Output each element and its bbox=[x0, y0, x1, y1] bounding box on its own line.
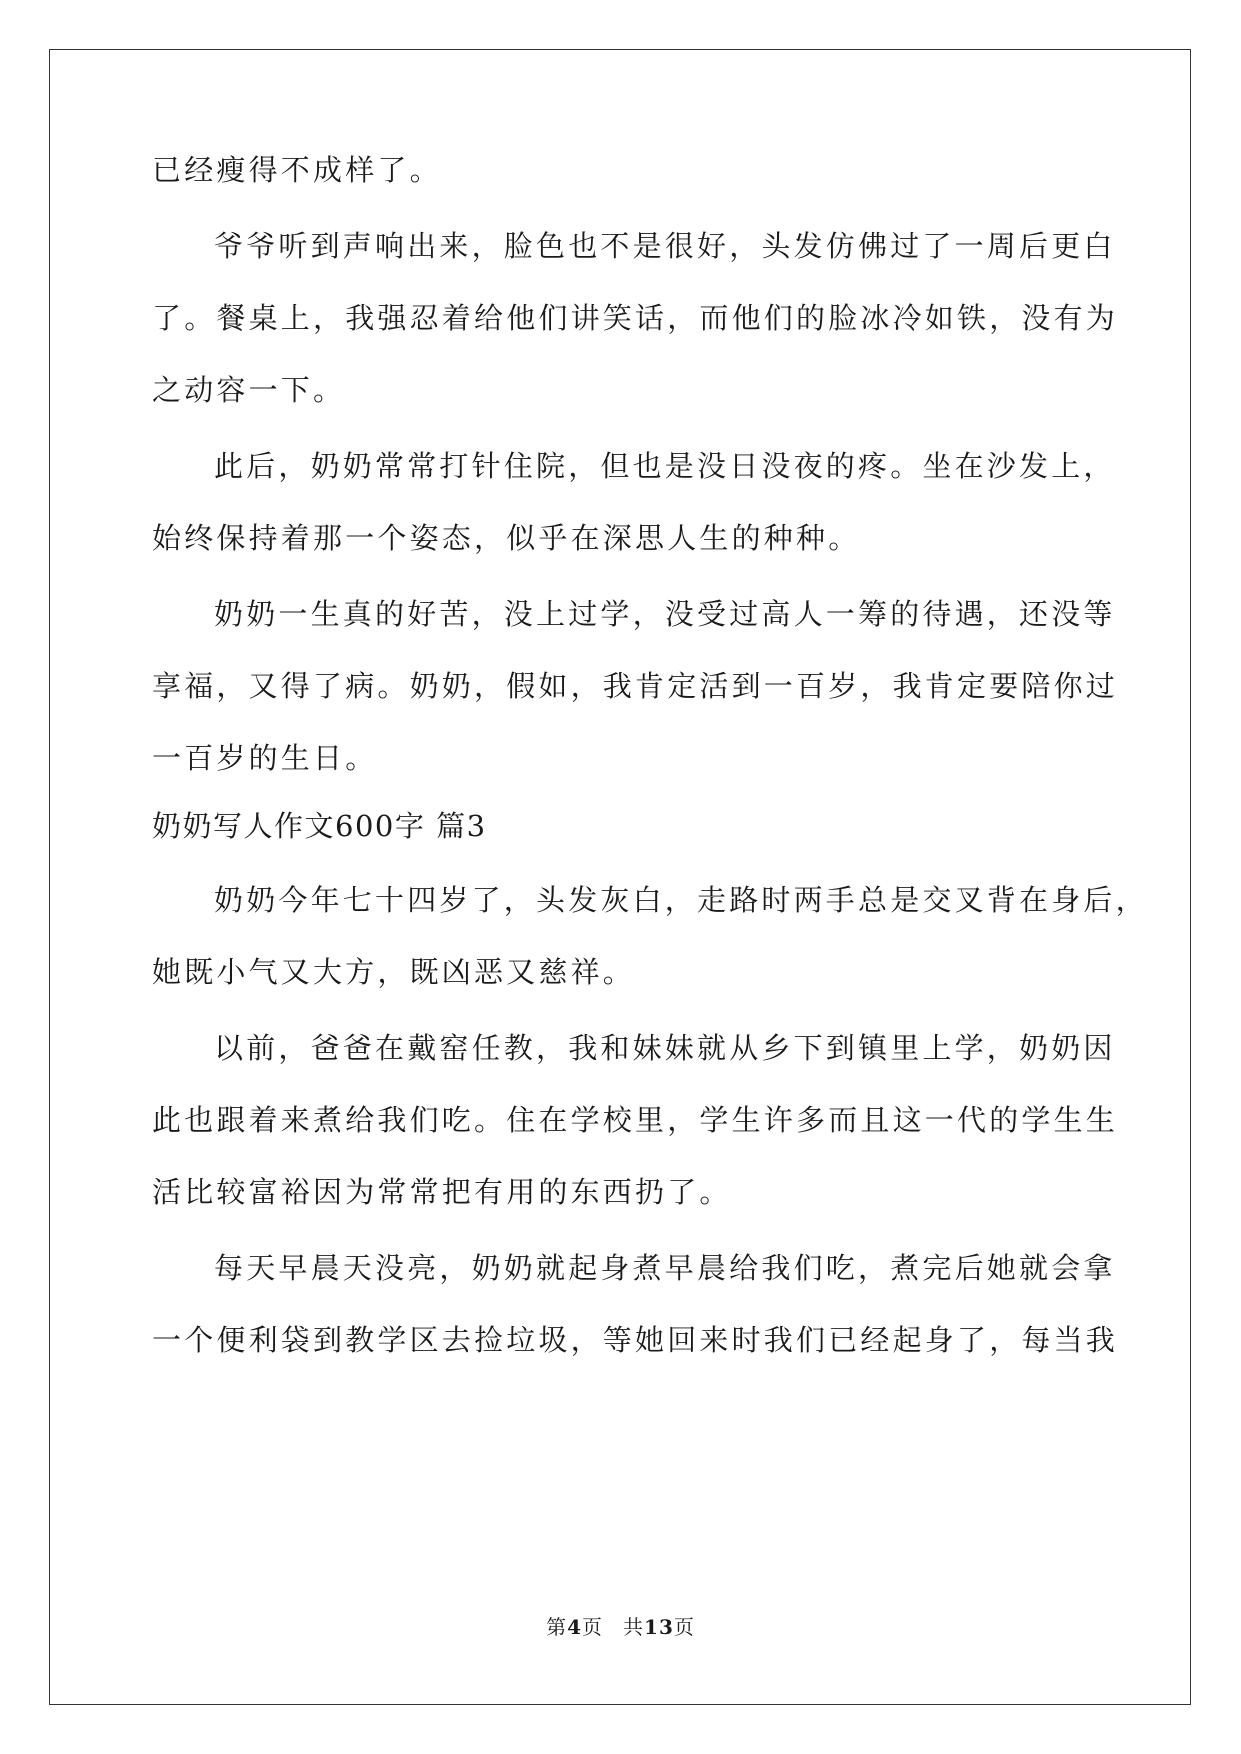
text-line: 之动容一下。 bbox=[152, 373, 346, 407]
page-suffix: 页 bbox=[582, 1615, 604, 1639]
text-line: 一个便利袋到教学区去捡垃圾，等她回来时我们已经起身了，每当我 bbox=[152, 1323, 1119, 1357]
page-prefix: 第 bbox=[546, 1615, 568, 1639]
text-line: 奶奶一生真的好苦，没上过学，没受过高人一筹的待遇，还没等 bbox=[214, 597, 1116, 631]
text-line: 每天早晨天没亮，奶奶就起身煮早晨给我们吃，煮完后她就会拿 bbox=[214, 1251, 1116, 1285]
total-pages-number: 13 bbox=[644, 1615, 674, 1639]
text-line: 一百岁的生日。 bbox=[152, 741, 378, 775]
text-line: 了。餐桌上，我强忍着给他们讲笑话，而他们的脸冰冷如铁，没有为 bbox=[152, 301, 1119, 335]
text-line: 享福，又得了病。奶奶，假如，我肯定活到一百岁，我肯定要陪你过 bbox=[152, 669, 1119, 703]
section-heading: 奶奶写人作文600字 篇3 bbox=[152, 809, 487, 843]
text-line: 爷爷听到声响出来，脸色也不是很好，头发仿佛过了一周后更白 bbox=[214, 229, 1116, 263]
text-line: 以前，爸爸在戴窑任教，我和妹妹就从乡下到镇里上学，奶奶因 bbox=[214, 1031, 1116, 1065]
text-line: 此后，奶奶常常打针住院，但也是没日没夜的疼。坐在沙发上， bbox=[214, 449, 1116, 483]
total-suffix: 页 bbox=[673, 1615, 695, 1639]
current-page-number: 4 bbox=[567, 1615, 583, 1639]
text-line: 活比较富裕因为常常把有用的东西扔了。 bbox=[152, 1175, 732, 1209]
text-line: 此也跟着来煮给我们吃。住在学校里，学生许多而且这一代的学生生 bbox=[152, 1103, 1119, 1137]
text-line: 她既小气又大方，既凶恶又慈祥。 bbox=[152, 955, 636, 989]
text-line: 奶奶今年七十四岁了，头发灰白，走路时两手总是交叉背在身后， bbox=[214, 883, 1148, 917]
total-prefix: 共 bbox=[623, 1615, 645, 1639]
page-footer bbox=[0, 1614, 1241, 1640]
text-line: 始终保持着那一个姿态，似乎在深思人生的种种。 bbox=[152, 521, 861, 555]
text-line: 已经瘦得不成样了。 bbox=[152, 153, 442, 187]
